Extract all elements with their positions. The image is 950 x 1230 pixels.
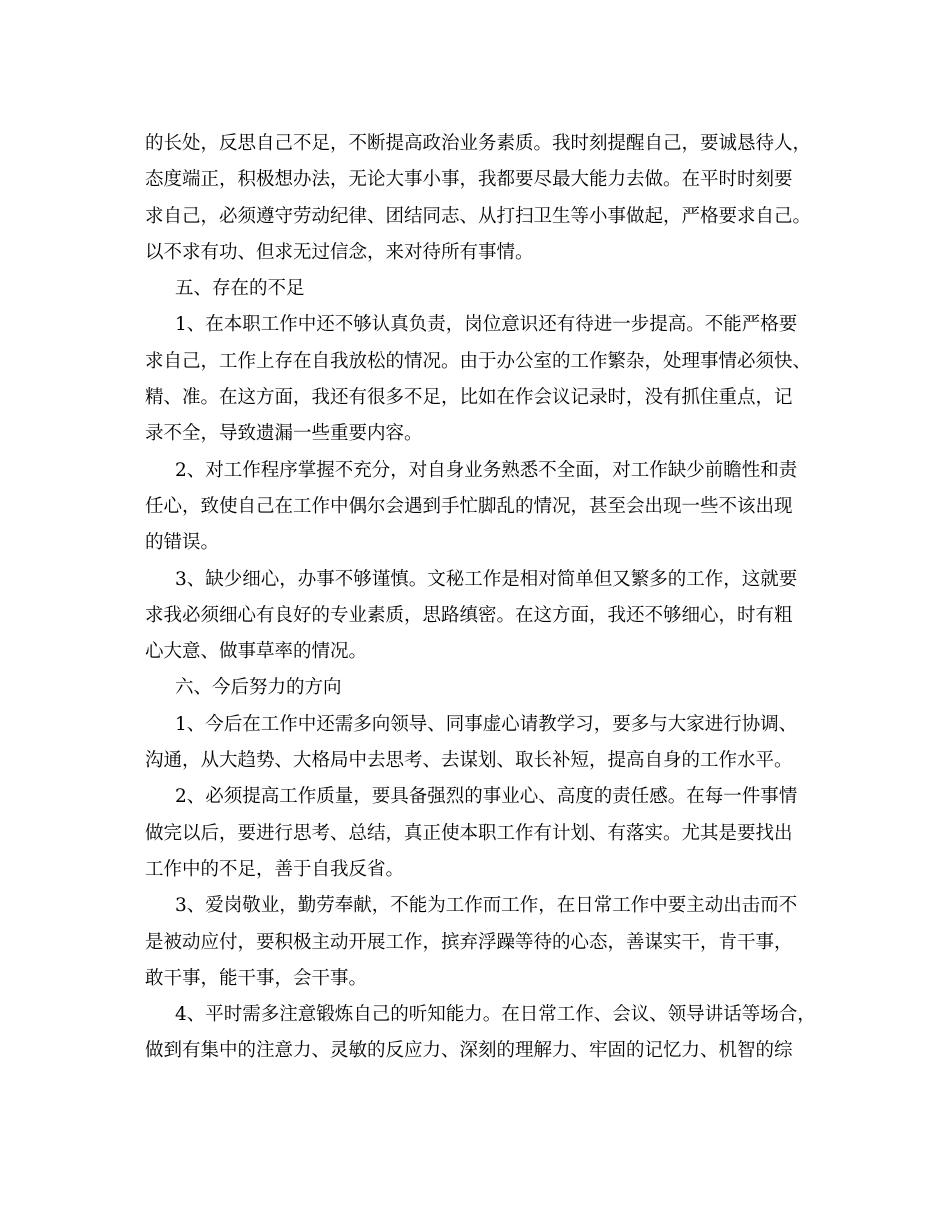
text-line: 1、今后在工作中还需多向领导、同事虚心请教学习，要多与大家进行协调、 — [175, 713, 798, 735]
text-line: 做完以后，要进行思考、总结，真正使本职工作有计划、有落实。尤其是要找出 — [145, 822, 793, 844]
text-line: 工作中的不足，善于自我反省。 — [145, 858, 405, 880]
text-line: 2、必须提高工作质量，要具备强烈的事业心、高度的责任感。在每一件事情 — [175, 786, 798, 808]
document-body — [145, 126, 816, 1070]
text-line: 态度端正，积极想办法，无论大事小事，我都要尽最大能力去做。在平时时刻要 — [145, 169, 793, 191]
text-line: 求我必须细心有良好的专业素质，思路缜密。在这方面，我还不够细心，时有粗 — [145, 604, 793, 626]
text-line: 的错误。 — [145, 532, 220, 554]
text-line: 录不全，导致遗漏一些重要内容。 — [145, 423, 423, 445]
text-line: 沟通，从大趋势、大格局中去思考、去谋划、取长补短，提高自身的工作水平。 — [145, 750, 793, 772]
text-line: 以不求有功、但求无过信念，来对待所有事情。 — [145, 241, 534, 263]
text-line: 做到有集中的注意力、灵敏的反应力、深刻的理解力、牢固的记忆力、机智的综 — [145, 1040, 793, 1062]
text-line: 4、平时需多注意锻炼自己的听知能力。在日常工作、会议、领导讲话等场合， — [175, 1004, 816, 1026]
text-line: 求自己，工作上存在自我放松的情况。由于办公室的工作繁杂，处理事情必须快、 — [145, 350, 812, 372]
text-line: 敢干事，能干事，会干事。 — [145, 967, 368, 989]
text-line: 是被动应付，要积极主动开展工作，摈弃浮躁等待的心态，善谋实干，肯干事， — [145, 931, 793, 953]
text-line: 心大意、做事草率的情况。 — [145, 641, 368, 663]
text-line: 2、对工作程序掌握不充分，对自身业务熟悉不全面，对工作缺少前瞻性和责 — [175, 459, 798, 481]
text-line: 3、缺少细心，办事不够谨慎。文秘工作是相对简单但又繁多的工作，这就要 — [175, 568, 798, 590]
text-line: 1、在本职工作中还不够认真负责，岗位意识还有待进一步提高。不能严格要 — [175, 314, 798, 336]
text-line: 五、存在的不足 — [175, 278, 305, 300]
text-line: 3、爱岗敬业，勤劳奉献，不能为工作而工作，在日常工作中要主动出击而不 — [175, 895, 798, 917]
text-line: 求自己，必须遵守劳动纪律、团结同志、从打扫卫生等小事做起，严格要求自己。 — [145, 205, 812, 227]
text-line: 任心，致使自己在工作中偶尔会遇到手忙脚乱的情况，甚至会出现一些不该出现 — [145, 495, 793, 517]
text-line: 的长处，反思自己不足，不断提高政治业务素质。我时刻提醒自己，要诚恳待人， — [145, 133, 812, 154]
text-line: 精、准。在这方面，我还有很多不足，比如在作会议记录时，没有抓住重点，记 — [145, 387, 793, 409]
text-line: 六、今后努力的方向 — [175, 677, 342, 699]
